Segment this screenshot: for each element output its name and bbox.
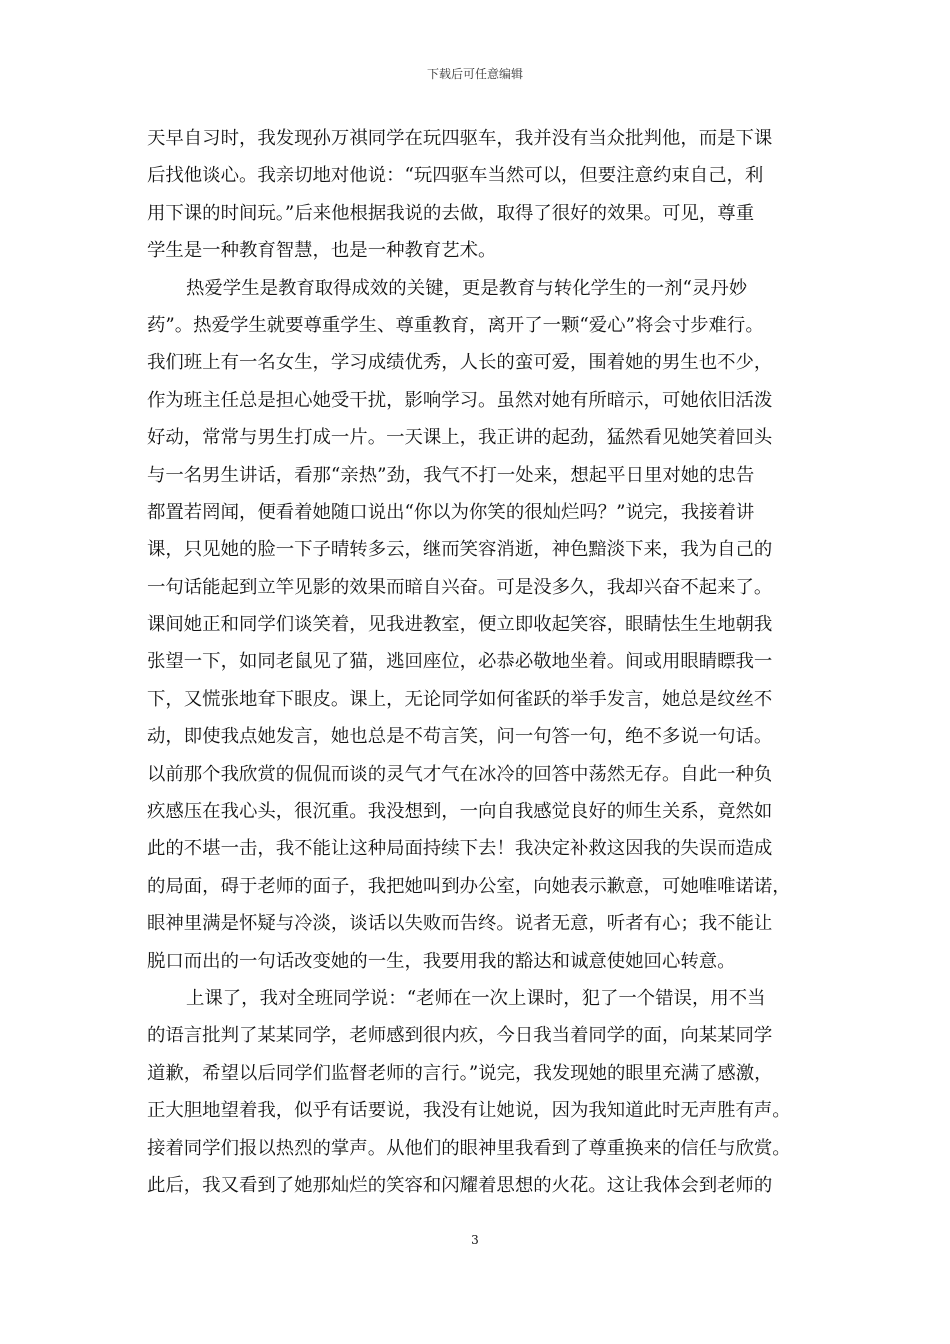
text-line: 天早自习时，我发现孙万祺同学在玩四驱车，我并没有当众批判他，而是下课 — [147, 128, 773, 149]
text-line: 动，即使我点她发言，她也总是不苟言笑，问一句答一句，绝不多说一句话。 — [147, 726, 773, 748]
text-line: 的局面，碍于老师的面子，我把她叫到办公室，向她表示歉意，可她唯唯诺诺， — [147, 875, 791, 897]
text-line: 下，又慌张地耷下眼皮。课上，无论同学如何雀跃的举手发言，她总是纹丝不 — [147, 688, 773, 710]
text-line: 张望一下，如同老鼠见了猫，逃回座位，必恭必敬地坐着。间或用眼睛瞟我一 — [147, 651, 773, 673]
text-line: 道歉，希望以后同学们监督老师的言行。”说完，我发现她的眼里充满了感激， — [147, 1062, 773, 1084]
text-line: 药”。热爱学生就要尊重学生、尊重教育，离开了一颗“爱心”将会寸步难行。 — [147, 314, 764, 336]
text-line: 一句话能起到立竿见影的效果而暗自兴奋。可是没多久，我却兴奋不起来了。 — [147, 576, 773, 598]
text-line: 以前那个我欣赏的侃侃而谈的灵气才气在冰冷的回答中荡然无存。自此一种负 — [147, 763, 773, 785]
text-line: 作为班主任总是担心她受干扰，影响学习。虽然对她有所暗示，可她依旧活泼 — [147, 389, 773, 411]
text-line: 课间她正和同学们谈笑着，见我进教室，便立即收起笑容，眼睛怯生生地朝我 — [147, 614, 773, 636]
page-header: 下载后可任意编辑 — [426, 67, 523, 81]
paragraph-first-line: 上课了，我对全班同学说：“老师在一次上课时，犯了一个错误，用不当 — [186, 987, 766, 1009]
text-line: 与一名男生讲话，看那“亲热”劲，我气不打一处来，想起平日里对她的忠告 — [147, 464, 755, 486]
text-line: 正大胆地望着我，似乎有话要说，我没有让她说，因为我知道此时无声胜有声。 — [147, 1100, 791, 1122]
text-line: 疚感压在我心头，很沉重。我没想到，一向自我感觉良好的师生关系，竟然如 — [147, 801, 773, 823]
text-line: 课，只见她的脸一下子晴转多云，继而笑容消逝，神色黯淡下来，我为自己的 — [147, 539, 773, 561]
text-line: 都置若罔闻，便看着她随口说出“你以为你笑的很灿烂吗？”说完，我接着讲 — [147, 501, 755, 523]
text-line: 我们班上有一名女生，学习成绩优秀，人长的蛮可爱，围着她的男生也不少， — [147, 352, 773, 374]
document-body — [147, 120, 807, 1204]
text-line: 后找他谈心。我亲切地对他说：“玩四驱车当然可以，但要注意约束自己，利 — [147, 165, 764, 187]
page-number: 3 — [471, 1233, 479, 1247]
text-line: 此的不堪一击，我不能让这种局面持续下去！我决定补救这因我的失误而造成 — [147, 838, 773, 860]
text-line: 接着同学们报以热烈的掌声。从他们的眼神里我看到了尊重换来的信任与欣赏。 — [147, 1137, 791, 1159]
text-line: 用下课的时间玩。”后来他根据我说的去做，取得了很好的效果。可见，尊重 — [147, 202, 755, 224]
text-line: 脱口而出的一句话改变她的一生，我要用我的豁达和诚意使她回心转意。 — [147, 950, 736, 972]
paragraph-first-line: 热爱学生是教育取得成效的关键，更是教育与转化学生的一剂“灵丹妙 — [186, 277, 748, 299]
text-line: 的语言批判了某某同学，老师感到很内疚，今日我当着同学的面，向某某同学 — [147, 1025, 773, 1047]
text-line: 学生是一种教育智慧，也是一种教育艺术。 — [147, 240, 497, 262]
text-line: 好动，常常与男生打成一片。一天课上，我正讲的起劲，猛然看见她笑着回头 — [147, 427, 773, 449]
text-line: 眼神里满是怀疑与冷淡，谈话以失败而告终。说者无意，听者有心；我不能让 — [147, 913, 773, 935]
text-line: 此后，我又看到了她那灿烂的笑容和闪耀着思想的火花。这让我体会到老师的 — [147, 1174, 773, 1196]
